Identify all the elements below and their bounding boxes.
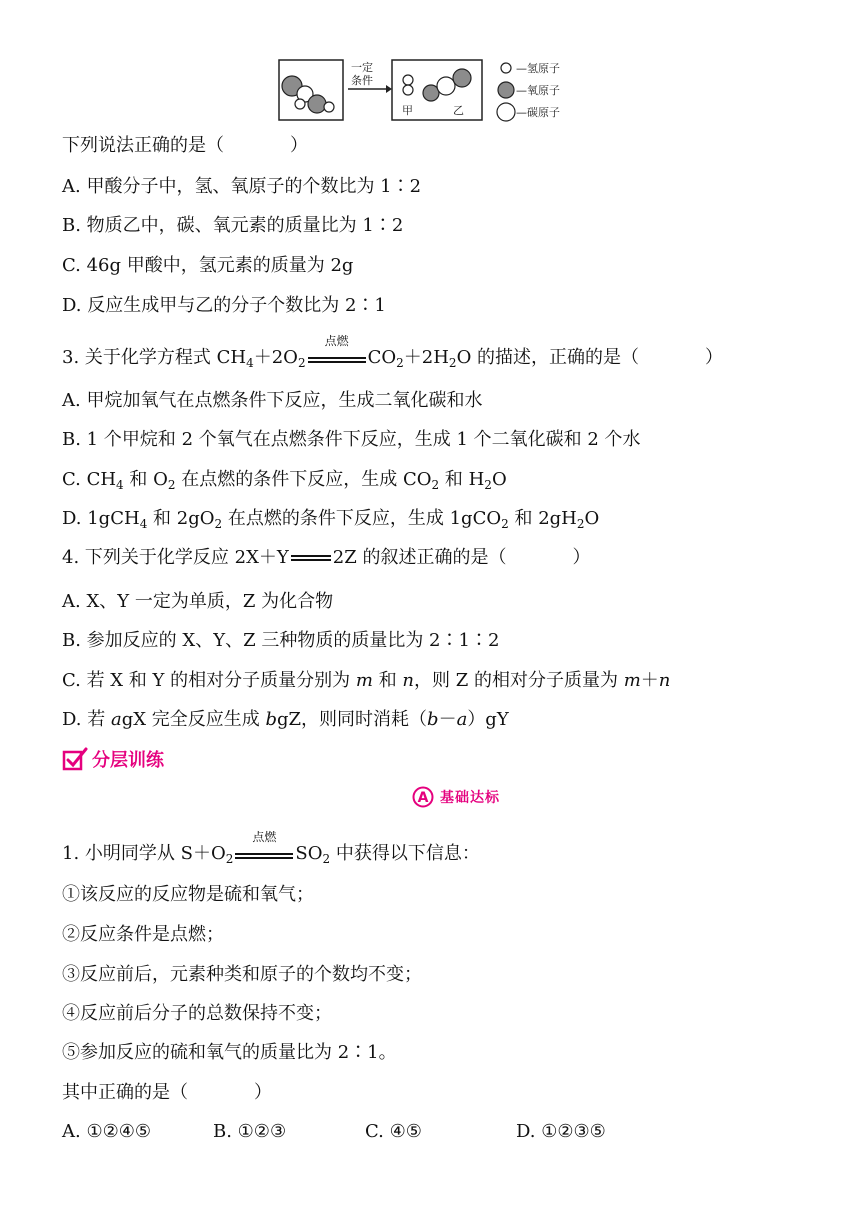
condition-line1: 一定 — [351, 61, 373, 74]
level-subheading — [412, 786, 500, 808]
legend-hydrogen-label: —氢原子 — [516, 62, 560, 75]
p1-item: ②反应条件是点燃； — [62, 924, 224, 945]
hydrogen-atom — [403, 85, 413, 95]
reaction-diagram — [278, 56, 588, 130]
p1-stem: 1. 小明同学从 $S+O_2$ 点燃 $SO_2$ 中获得以下信息： — [62, 830, 480, 866]
q4-stem: 4. 下列关于化学反应 2X＋Y 2Z 的叙述正确的是（ ） — [62, 547, 591, 568]
product-a-label: 甲 — [402, 104, 413, 117]
legend-oxygen-label: —氧原子 — [516, 84, 560, 97]
q3-option-a: A. 甲烷加氧气在点燃条件下反应，生成二氧化碳和水 — [62, 390, 483, 411]
condition-line2: 条件 — [351, 74, 373, 87]
p1-option-b: B. ①②③ — [213, 1121, 287, 1142]
p1-ask: 其中正确的是（ ） — [62, 1082, 272, 1103]
legend-carbon-icon — [497, 103, 515, 121]
p1-item: ⑤参加反应的硫和氧气的质量比为 2∶1。 — [62, 1042, 397, 1063]
product-b-label: 乙 — [453, 104, 464, 117]
arrow-head-icon — [386, 85, 392, 93]
q4-option-c: C. 若 X 和 Y 的相对分子质量分别为 m 和 n，则 Z 的相对分子质量为 m＋n — [62, 670, 671, 691]
oxygen-atom — [308, 95, 326, 113]
section-banner — [62, 746, 164, 772]
oxygen-atom — [453, 69, 471, 87]
hydrogen-atom — [403, 75, 413, 85]
p1-item: ①该反应的反应物是硫和氧气； — [62, 884, 314, 905]
checkbox-icon — [62, 747, 88, 771]
p1-item: ④反应前后分子的总数保持不变； — [62, 1003, 332, 1024]
q4-option-a: A. X、Y 一定为单质，Z 为化合物 — [62, 591, 334, 612]
q2-option-b: B. 物质乙中，碳、氧元素的质量比为 1∶2 — [62, 215, 404, 236]
p1-option-d: D. ①②③⑤ — [516, 1121, 606, 1142]
p1-option-a: A. ①②④⑤ — [62, 1121, 151, 1142]
q3-option-c: C. $CH_4$ 和 $O_2$ 在点燃的条件下反应，生成 $CO_2$ 和 $H_2O$ — [62, 469, 507, 492]
hydrogen-atom — [295, 99, 305, 109]
equals-sign — [289, 546, 333, 570]
q2-stem: 下列说法正确的是（ ） — [62, 135, 308, 156]
reaction-equals-sign: 点燃 — [306, 346, 368, 370]
level-title: 基础达标 — [440, 790, 500, 806]
p1-option-c: C. ④⑤ — [365, 1121, 422, 1142]
q2-option-c: C. 46g 甲酸中，氢元素的质量为 2g — [62, 255, 354, 276]
svg-text:A: A — [417, 790, 429, 806]
reaction-equals-sign: 点燃 — [233, 842, 295, 866]
legend-oxygen-icon — [498, 82, 514, 98]
q4-option-b: B. 参加反应的 X、Y、Z 三种物质的质量比为 2∶1∶2 — [62, 630, 500, 651]
q4-option-d: D. 若 agX 完全反应生成 bgZ，则同时消耗（b－a）gY — [62, 709, 509, 730]
p1-item: ③反应前后，元素种类和原子的个数均不变； — [62, 964, 422, 985]
q3-option-d: D. 1gCH$_4$ 和 $2gO_2$ 在点燃的条件下反应，生成 1gCO$_2$ 和 $2gH_2O$ — [62, 508, 600, 531]
legend-hydrogen-icon — [501, 63, 511, 73]
level-badge-icon — [412, 786, 434, 808]
q3-option-b: B. 1 个甲烷和 2 个氧气在点燃条件下反应，生成 1 个二氧化碳和 2 个水 — [62, 429, 641, 450]
q2-option-a: A. 甲酸分子中，氢、氧原子的个数比为 1∶2 — [62, 176, 422, 197]
legend-carbon-label: —碳原子 — [516, 106, 560, 119]
hydrogen-atom — [324, 102, 334, 112]
section-title: 分层训练 — [92, 750, 164, 771]
reaction-diagram-svg — [278, 56, 588, 126]
carbon-atom — [437, 77, 455, 95]
q3-stem: 3. 关于化学方程式 $CH_4+2O_2$ 点燃 $CO_2+2H_2O$ 的描述，正确的是（ ） — [62, 334, 724, 370]
q2-option-d: D. 反应生成甲与乙的分子个数比为 2∶1 — [62, 295, 386, 316]
